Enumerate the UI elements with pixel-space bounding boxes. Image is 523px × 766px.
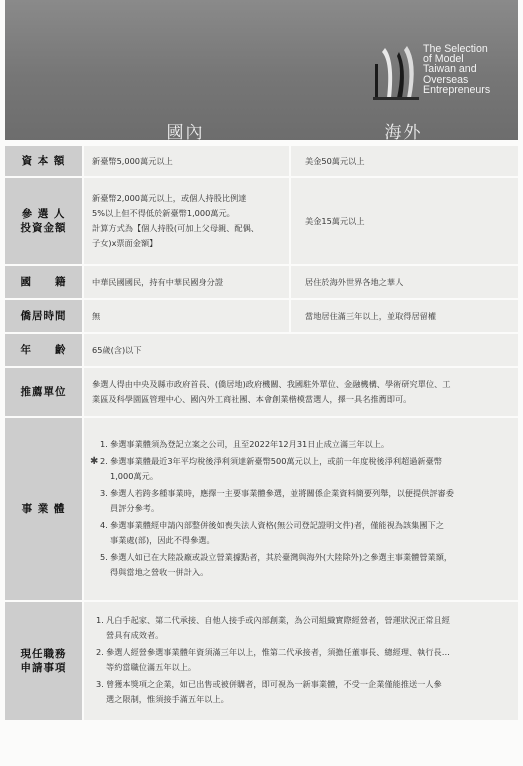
trophy-logo-icon xyxy=(373,42,419,104)
row-label: 年 齡 xyxy=(5,334,82,366)
list-line: 參選人若跨多種事業時，應擇一主要事業體參選，並將關係企業資料簡要列舉，以便提供評審委 xyxy=(110,487,454,498)
cell-text: 中華民國國民，持有中華民國身分證 xyxy=(92,276,224,287)
row-label: 國 籍 xyxy=(5,266,82,298)
row-residence xyxy=(5,300,518,332)
list-item xyxy=(90,454,510,484)
cell-overseas xyxy=(291,300,518,332)
cell-text: 居住於海外世界各地之華人 xyxy=(305,276,404,287)
cell-text: 當地居住滿三年以上，並取得居留權 xyxy=(305,310,437,321)
list-line: 曾獲本獎項之企業，如已出售或被併購者，即可視為一新事業體，不受一企業僅能推送一人參 xyxy=(106,679,442,689)
cell-line: 參選人得由中央及縣市政府首長、(僑居地)政府機關、我國駐外單位、金融機構、學術研究單位、工 xyxy=(92,379,451,389)
row-position xyxy=(5,602,518,720)
brand-line: Taiwan and xyxy=(423,63,477,76)
brand-line: Overseas xyxy=(423,73,469,86)
list-line: 得與當地之營收一併計入。 xyxy=(110,566,209,577)
list-item xyxy=(96,613,510,643)
row-label-line: 投資金額 xyxy=(20,222,67,234)
list-number: 1. xyxy=(96,615,104,625)
cell-full xyxy=(84,334,518,366)
list-line: 1,000萬元。 xyxy=(110,470,159,481)
list-line: 事業處(部)，因此不得參選。 xyxy=(110,534,215,545)
brand-title xyxy=(423,44,523,95)
list-line: 參選事業體最近3年平均稅後淨利須達新臺幣500萬元以上，或前一年度稅後淨利超過新臺幣 xyxy=(110,455,442,466)
cell-line: 計算方式為【個人持股(可加上父母親、配偶、 xyxy=(92,223,259,233)
cell-domestic xyxy=(84,146,289,176)
cell-domestic xyxy=(84,266,289,298)
row-label-line: 參 選 人 xyxy=(21,208,66,220)
list-item xyxy=(100,550,510,580)
list-number: 4. xyxy=(100,519,108,530)
list-number: 2. xyxy=(96,647,104,657)
row-label: 事 業 體 xyxy=(5,418,82,600)
row-age xyxy=(5,334,518,366)
list-line: 參選事業體經申請內部整併後如喪失法人資格(無公司登記證明文件)者，僅能視為該集團下之 xyxy=(110,519,444,530)
cell-line: 新臺幣2,000萬元以上，或個人持股比例達 xyxy=(92,193,247,203)
row-label: 推薦單位 xyxy=(5,368,82,416)
requirement-list xyxy=(90,437,510,580)
row-investment xyxy=(5,178,518,264)
list-line: 員評分參考。 xyxy=(110,502,160,513)
list-number: 3. xyxy=(100,487,108,498)
list-line: 參選人如已在大陸設廠或設立營業據點者，其於臺灣與海外(大陸除外)之參選主事業體營業額， xyxy=(110,551,453,562)
row-label xyxy=(5,178,82,264)
row-label-line: 申請事項 xyxy=(20,662,67,674)
cell-text: 美金50萬元以上 xyxy=(305,155,365,166)
row-nationality xyxy=(5,266,518,298)
row-capital xyxy=(5,146,518,176)
list-line: 選之限制，惟須接手滿五年以上。 xyxy=(106,694,229,704)
brand-line: Entrepreneurs xyxy=(423,83,491,96)
row-recommend xyxy=(5,368,518,416)
row-enterprise xyxy=(5,418,518,600)
brand-line: The Selection xyxy=(423,43,488,55)
cell-text: 美金15萬元以上 xyxy=(305,215,365,226)
cell-overseas xyxy=(291,266,518,298)
cell-line: 子女)x票面金額】 xyxy=(92,238,158,248)
column-header-overseas: 海外 xyxy=(384,122,423,143)
list-line: 等約當職位滿五年以上。 xyxy=(106,662,197,672)
cell-full xyxy=(84,368,518,416)
cell-full xyxy=(84,418,518,600)
list-line: 參選人經營參選事業體年資須滿三年以上，惟第二代承接者，須擔任董事長、總經理、執行長… xyxy=(106,647,450,657)
list-number: 5. xyxy=(100,551,108,562)
list-number: 1. xyxy=(100,438,108,449)
cell-line: 5%以上但不得低於新臺幣1,000萬元。 xyxy=(92,208,235,218)
cell-text: 65歲(含)以下 xyxy=(92,344,142,355)
list-item xyxy=(96,677,510,707)
list-number: 3. xyxy=(96,679,104,689)
cell-domestic xyxy=(84,178,289,264)
column-header-domestic: 國內 xyxy=(166,122,205,143)
list-line: 營具有成效者。 xyxy=(106,630,164,640)
list-number: 2. xyxy=(100,455,108,466)
cell-full xyxy=(84,602,518,720)
list-line: 參選事業體須為登記立案之公司，且至2022年12月31日止成立滿三年以上。 xyxy=(110,438,390,449)
cell-text: 無 xyxy=(92,310,101,321)
cell-overseas xyxy=(291,146,518,176)
list-item xyxy=(100,437,510,452)
row-label: 僑居時間 xyxy=(5,300,82,332)
requirement-list xyxy=(96,613,510,707)
list-item xyxy=(100,486,510,516)
list-item xyxy=(100,518,510,548)
row-label-line: 現任職務 xyxy=(20,648,67,660)
list-item xyxy=(96,645,510,675)
star-mark: ✱ xyxy=(90,455,99,467)
row-label: 資 本 額 xyxy=(5,146,82,176)
row-label xyxy=(5,602,82,720)
list-line: 凡白手起家、第二代承接、自他人接手或內部創業，為公司組織實際經營者，營運狀況正常且經 xyxy=(106,615,450,625)
brand-line: of Model xyxy=(423,53,464,66)
cell-text: 新臺幣5,000萬元以上 xyxy=(92,155,173,166)
cell-domestic xyxy=(84,300,289,332)
cell-line: 業區及科學園區管理中心、國內外工商社團、本會創業楷模當選人，擇一具名推薦即可。 xyxy=(92,394,412,404)
cell-overseas xyxy=(291,178,518,264)
